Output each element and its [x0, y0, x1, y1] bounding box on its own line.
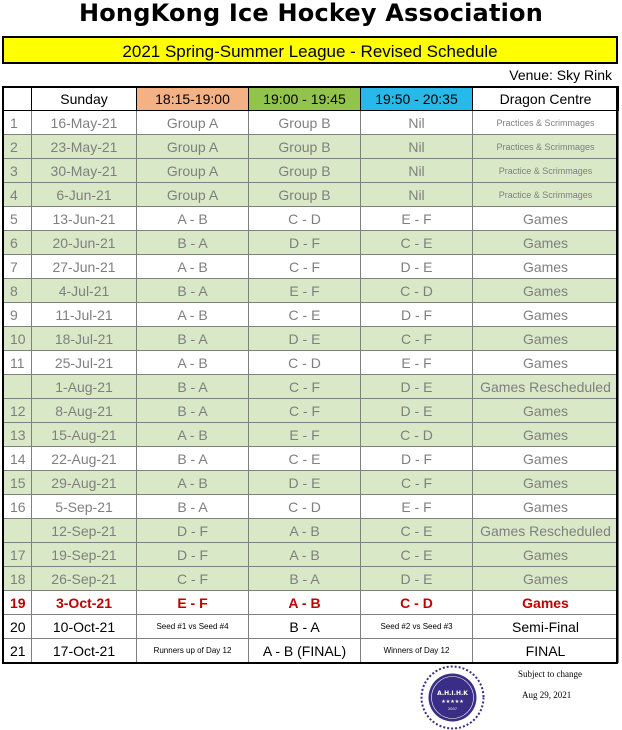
row-dragon-centre: Practice & Scrimmages [473, 183, 619, 207]
row-number: 21 [3, 639, 32, 663]
row-dragon-centre: Games [473, 279, 619, 303]
schedule-table [2, 86, 619, 663]
row-slot-2: C - D [249, 207, 361, 231]
row-date: 6-Jun-21 [32, 183, 137, 207]
row-number: 12 [3, 399, 32, 423]
table-row [3, 231, 619, 255]
logo-year: 2007 [448, 707, 457, 711]
row-slot-3: Nil [361, 159, 473, 183]
row-number: 1 [3, 111, 32, 135]
row-date: 23-May-21 [32, 135, 137, 159]
row-dragon-centre: Games [473, 399, 619, 423]
row-dragon-centre: Games Rescheduled [473, 519, 619, 543]
row-slot-2: E - F [249, 279, 361, 303]
row-slot-1: A - B [137, 471, 249, 495]
logo-text: A.H.I.H.K [437, 690, 468, 697]
table-row [3, 207, 619, 231]
table-row [3, 399, 619, 423]
row-slot-3: E - F [361, 207, 473, 231]
row-dragon-centre: Practices & Scrimmages [473, 111, 619, 135]
row-number: 5 [3, 207, 32, 231]
row-slot-3: Seed #2 vs Seed #3 [361, 615, 473, 639]
row-slot-1: A - B [137, 351, 249, 375]
row-date: 1-Aug-21 [32, 375, 137, 399]
table-row [3, 303, 619, 327]
row-slot-2: D - E [249, 327, 361, 351]
row-slot-2: C - E [249, 447, 361, 471]
row-slot-3: E - F [361, 351, 473, 375]
table-row [3, 111, 619, 135]
row-number: 13 [3, 423, 32, 447]
row-slot-2: A - B [249, 591, 361, 615]
header-slot-3: 19:50 - 20:35 [361, 87, 473, 111]
logo-stars: ★★★★★ [441, 699, 464, 705]
revision-date: Aug 29, 2021 [522, 690, 572, 700]
row-slot-3: Nil [361, 135, 473, 159]
row-slot-3: D - E [361, 399, 473, 423]
row-slot-2: C - F [249, 375, 361, 399]
header-row [3, 87, 619, 111]
table-row [3, 255, 619, 279]
row-slot-3: C - E [361, 543, 473, 567]
row-slot-3: C - D [361, 591, 473, 615]
header-sunday: Sunday [32, 87, 137, 111]
row-slot-2: Group B [249, 111, 361, 135]
row-dragon-centre: Games [473, 495, 619, 519]
table-row [3, 543, 619, 567]
row-slot-1: A - B [137, 303, 249, 327]
row-dragon-centre: Practice & Scrimmages [473, 159, 619, 183]
row-dragon-centre: Games [473, 303, 619, 327]
row-slot-1: Group A [137, 111, 249, 135]
header-slot-1: 18:15-19:00 [137, 87, 249, 111]
row-slot-1: B - A [137, 447, 249, 471]
row-slot-2: C - F [249, 255, 361, 279]
row-slot-2: A - B [249, 543, 361, 567]
association-logo [420, 665, 485, 730]
row-number [3, 375, 32, 399]
row-date: 27-Jun-21 [32, 255, 137, 279]
row-date: 16-May-21 [32, 111, 137, 135]
row-date: 26-Sep-21 [32, 567, 137, 591]
row-slot-2: A - B [249, 519, 361, 543]
row-dragon-centre: Games [473, 351, 619, 375]
row-dragon-centre: Games [473, 231, 619, 255]
row-slot-3: Nil [361, 111, 473, 135]
row-dragon-centre: Games [473, 591, 619, 615]
row-slot-2: Group B [249, 183, 361, 207]
row-slot-2: D - E [249, 471, 361, 495]
row-slot-1: B - A [137, 375, 249, 399]
row-number: 18 [3, 567, 32, 591]
table-row [3, 183, 619, 207]
row-slot-1: A - B [137, 255, 249, 279]
header-dragon-centre: Dragon Centre [473, 87, 619, 111]
table-row [3, 351, 619, 375]
row-slot-2: Group B [249, 135, 361, 159]
table-row [3, 447, 619, 471]
row-number: 17 [3, 543, 32, 567]
row-slot-1: B - A [137, 327, 249, 351]
row-slot-2: D - F [249, 231, 361, 255]
row-number: 3 [3, 159, 32, 183]
row-date: 12-Sep-21 [32, 519, 137, 543]
row-slot-2: C - E [249, 303, 361, 327]
row-number: 9 [3, 303, 32, 327]
venue-label: Venue: Sky Rink [509, 67, 612, 83]
row-slot-3: D - F [361, 303, 473, 327]
row-slot-1: D - F [137, 519, 249, 543]
row-slot-3: C - D [361, 423, 473, 447]
row-date: 25-Jul-21 [32, 351, 137, 375]
row-slot-1: D - F [137, 543, 249, 567]
row-date: 5-Sep-21 [32, 495, 137, 519]
row-dragon-centre: Games [473, 447, 619, 471]
row-date: 17-Oct-21 [32, 639, 137, 663]
row-slot-2: B - A [249, 567, 361, 591]
subject-to-change-note: Subject to change [518, 669, 582, 679]
row-dragon-centre: Games [473, 255, 619, 279]
row-number: 10 [3, 327, 32, 351]
row-slot-1: A - B [137, 207, 249, 231]
row-slot-3: Winners of Day 12 [361, 639, 473, 663]
row-slot-1: Group A [137, 159, 249, 183]
row-slot-3: Nil [361, 183, 473, 207]
row-number: 11 [3, 351, 32, 375]
table-row [3, 639, 619, 663]
row-date: 29-Aug-21 [32, 471, 137, 495]
row-slot-2: E - F [249, 423, 361, 447]
row-date: 30-May-21 [32, 159, 137, 183]
row-dragon-centre: Games [473, 423, 619, 447]
row-number: 14 [3, 447, 32, 471]
row-date: 8-Aug-21 [32, 399, 137, 423]
table-row [3, 519, 619, 543]
row-dragon-centre: Games [473, 207, 619, 231]
table-row [3, 471, 619, 495]
row-slot-1: C - F [137, 567, 249, 591]
table-row [3, 567, 619, 591]
row-dragon-centre: Games [473, 327, 619, 351]
header-number [3, 87, 32, 111]
row-slot-3: D - F [361, 447, 473, 471]
row-dragon-centre: FINAL [473, 639, 619, 663]
row-slot-2: Group B [249, 159, 361, 183]
page-title: HongKong Ice Hockey Association [78, 0, 544, 27]
row-number: 7 [3, 255, 32, 279]
row-slot-3: E - F [361, 495, 473, 519]
row-slot-2: A - B (FINAL) [249, 639, 361, 663]
row-date: 3-Oct-21 [32, 591, 137, 615]
row-slot-1: A - B [137, 423, 249, 447]
row-slot-1: B - A [137, 231, 249, 255]
row-number: 8 [3, 279, 32, 303]
row-slot-1: Group A [137, 135, 249, 159]
table-row [3, 615, 619, 639]
row-date: 4-Jul-21 [32, 279, 137, 303]
row-number: 15 [3, 471, 32, 495]
row-number: 6 [3, 231, 32, 255]
row-date: 20-Jun-21 [32, 231, 137, 255]
table-row [3, 159, 619, 183]
row-slot-2: B - A [249, 615, 361, 639]
row-slot-2: C - F [249, 399, 361, 423]
row-slot-2: C - D [249, 495, 361, 519]
table-row [3, 279, 619, 303]
row-slot-3: C - F [361, 471, 473, 495]
row-number: 19 [3, 591, 32, 615]
row-slot-3: C - F [361, 327, 473, 351]
row-slot-3: C - E [361, 519, 473, 543]
row-dragon-centre: Practices & Scrimmages [473, 135, 619, 159]
row-slot-2: C - D [249, 351, 361, 375]
row-slot-3: D - E [361, 375, 473, 399]
row-slot-1: Seed #1 vs Seed #4 [137, 615, 249, 639]
row-number: 16 [3, 495, 32, 519]
row-date: 19-Sep-21 [32, 543, 137, 567]
row-date: 10-Oct-21 [32, 615, 137, 639]
row-dragon-centre: Semi-Final [473, 615, 619, 639]
row-slot-3: D - E [361, 567, 473, 591]
row-dragon-centre: Games Rescheduled [473, 375, 619, 399]
row-slot-1: B - A [137, 495, 249, 519]
row-date: 18-Jul-21 [32, 327, 137, 351]
schedule-subtitle: 2021 Spring-Summer League - Revised Schedule [2, 36, 618, 64]
row-slot-1: E - F [137, 591, 249, 615]
table-row [3, 327, 619, 351]
row-dragon-centre: Games [473, 471, 619, 495]
row-slot-3: D - E [361, 255, 473, 279]
schedule-body [3, 87, 619, 663]
table-row [3, 423, 619, 447]
row-date: 22-Aug-21 [32, 447, 137, 471]
table-row [3, 495, 619, 519]
row-date: 13-Jun-21 [32, 207, 137, 231]
row-dragon-centre: Games [473, 567, 619, 591]
row-date: 15-Aug-21 [32, 423, 137, 447]
row-slot-1: Runners up of Day 12 [137, 639, 249, 663]
row-slot-1: B - A [137, 279, 249, 303]
header-slot-2: 19:00 - 19:45 [249, 87, 361, 111]
row-slot-1: Group A [137, 183, 249, 207]
table-row [3, 375, 619, 399]
row-number: 20 [3, 615, 32, 639]
row-slot-3: C - D [361, 279, 473, 303]
row-slot-1: B - A [137, 399, 249, 423]
row-slot-3: C - E [361, 231, 473, 255]
table-row [3, 135, 619, 159]
row-date: 11-Jul-21 [32, 303, 137, 327]
table-row [3, 591, 619, 615]
row-dragon-centre: Games [473, 543, 619, 567]
row-number: 4 [3, 183, 32, 207]
row-number: 2 [3, 135, 32, 159]
row-number [3, 519, 32, 543]
